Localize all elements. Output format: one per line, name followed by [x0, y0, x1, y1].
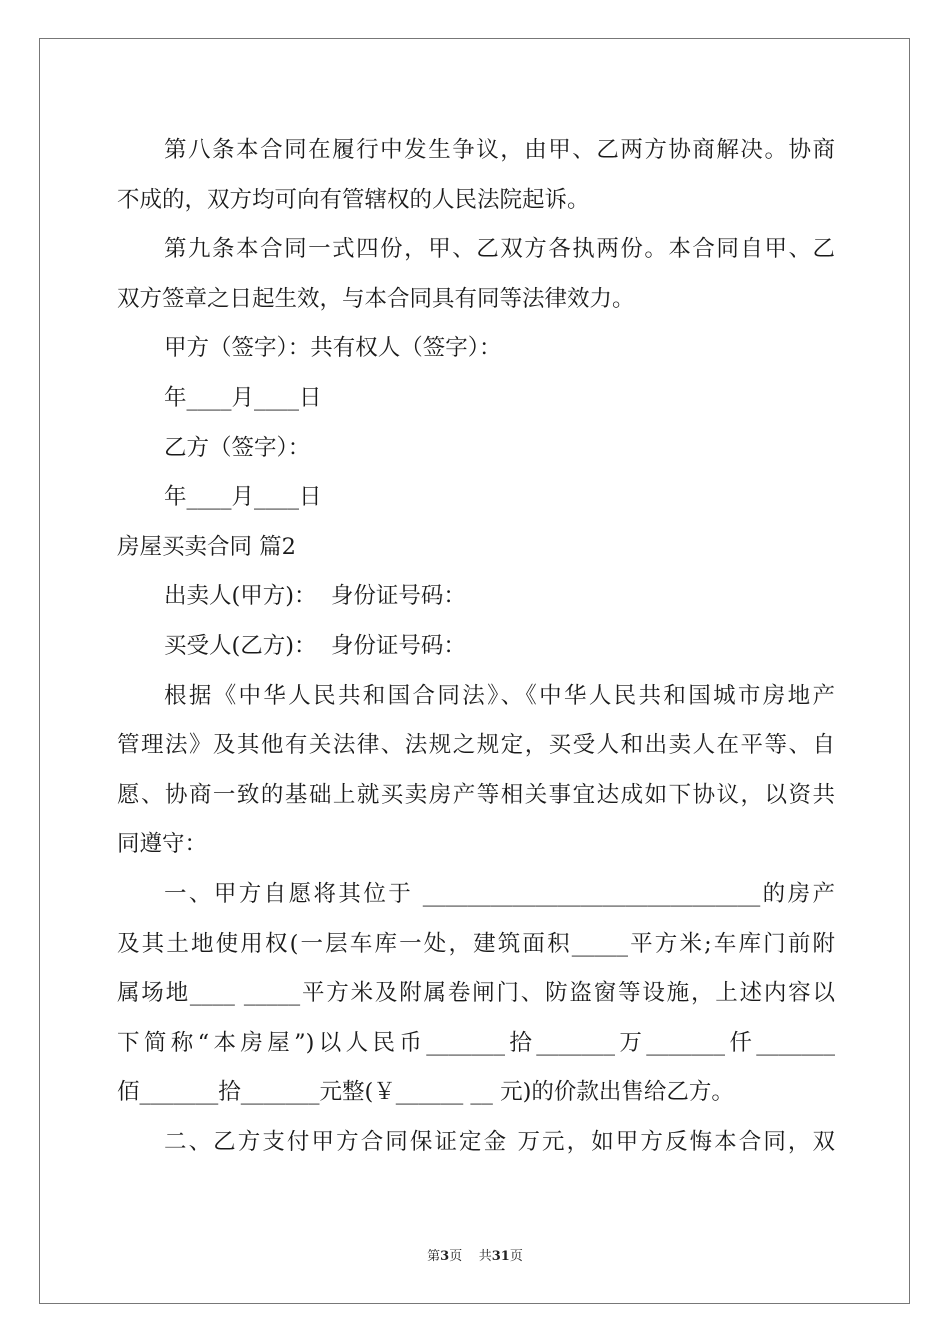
text-line: 同遵守：: [117, 831, 208, 858]
footer-page-prefix: 第: [427, 1249, 441, 1264]
text-line: 房屋买卖合同 篇2: [117, 533, 296, 560]
text-line: 下简称“本房屋”)以人民币_______拾_______万_______仟_______: [117, 1029, 835, 1056]
text-line: 年____月____日: [164, 384, 322, 411]
text-line: 根据《中华人民共和国合同法》、《中华人民共和国城市房地产: [164, 682, 835, 709]
text-line: 出卖人(甲方)： 身份证号码：: [164, 583, 466, 610]
footer-total-pages: 31: [491, 1249, 510, 1264]
text-line: 第九条本合同一式四份，甲、乙双方各执两份。本合同自甲、乙: [164, 236, 835, 263]
text-line: 一、甲方自愿将其位于 ______________________________的房产: [164, 880, 835, 907]
text-line: 属场地____ _____平方米及附属卷闸门、防盗窗等设施，上述内容以: [117, 980, 835, 1007]
text-line: 买受人(乙方)： 身份证号码：: [164, 632, 466, 659]
page-footer: [0, 1245, 950, 1264]
text-line: 第八条本合同在履行中发生争议，由甲、乙两方协商解决。协商: [164, 137, 835, 163]
text-line: 愿、协商一致的基础上就买卖房产等相关事宜达成如下协议，以资共: [117, 781, 835, 808]
footer-total-suffix: 页: [509, 1249, 523, 1264]
text-line: 及其土地使用权(一层车库一处，建筑面积_____平方米;车库门前附: [117, 930, 835, 957]
footer-page-suffix: 页: [449, 1249, 463, 1264]
footer-page-number: 3: [440, 1249, 450, 1264]
text-line: 管理法》及其他有关法律、法规之规定，买受人和出卖人在平等、自: [117, 732, 835, 759]
text-line: 双方签章之日起生效，与本合同具有同等法律效力。: [117, 285, 635, 312]
text-line: 乙方（签字）：: [164, 434, 311, 461]
text-line: 不成的，双方均可向有管辖权的人民法院起诉。: [117, 186, 590, 213]
footer-total-prefix: 共: [478, 1249, 492, 1264]
text-line: 二、乙方支付甲方合同保证定金 万元，如甲方反悔本合同，双: [164, 1128, 835, 1155]
text-line: 年____月____日: [164, 484, 322, 511]
document-body: [117, 126, 835, 1167]
text-line: 甲方（签字）：共有权人（签字）：: [164, 335, 502, 362]
text-line: 佰_______拾_______元整(￥______ __ 元)的价款出售给乙方。: [117, 1079, 734, 1106]
